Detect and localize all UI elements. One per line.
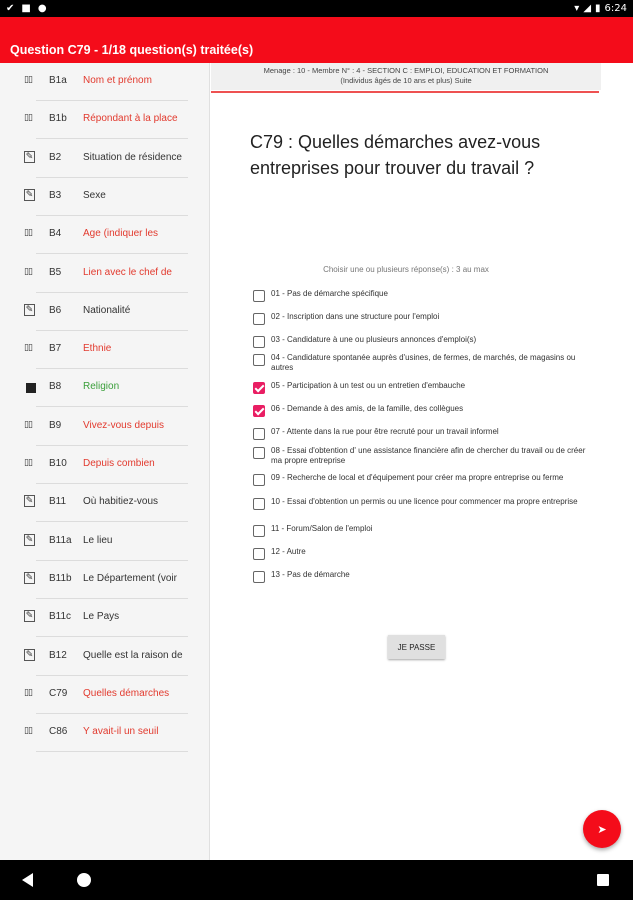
signal-icon: ◢	[583, 3, 592, 14]
sidebar-item-code: B1a	[49, 75, 67, 86]
recent-apps-icon[interactable]	[597, 874, 609, 886]
section-header-line1: Menage : 10 - Membre N° : 4 - SECTION C : EMPLOI, EDUCATION ET FORMATION	[263, 66, 549, 75]
status-bar	[0, 0, 633, 17]
book-icon: ▯▯	[24, 113, 32, 124]
sidebar-item-b1b[interactable]	[0, 101, 210, 139]
page-title: Question C79 - 1/18 question(s) traitée(s)	[10, 43, 254, 57]
sidebar-item-b8[interactable]	[0, 369, 210, 407]
sidebar-item-label: Y avait-il un seuil	[83, 726, 159, 738]
sidebar-item-b5[interactable]	[0, 255, 210, 293]
edit-icon: ✎	[25, 534, 34, 545]
edit-icon: ✎	[25, 572, 34, 583]
sidebar-item-b10[interactable]	[0, 446, 210, 484]
answer-checkbox[interactable]	[253, 525, 265, 537]
answer-checkbox[interactable]	[253, 498, 265, 510]
sidebar-item-label: Vivez-vous depuis	[83, 419, 164, 431]
divider	[36, 751, 188, 752]
save-icon	[26, 383, 36, 393]
sidebar-item-label: Le lieu	[83, 534, 113, 546]
sidebar-item-code: B5	[49, 266, 62, 278]
sidebar-item-b1a[interactable]	[0, 63, 210, 101]
sidebar-item-b2[interactable]	[0, 140, 210, 178]
answer-checkbox[interactable]	[253, 336, 265, 348]
answer-option-label: 05 - Participation à un test ou un entretien d'embauche	[271, 381, 466, 390]
answer-checkbox[interactable]	[253, 354, 265, 366]
sidebar-item-code: C86	[49, 726, 68, 738]
next-icon: ➤	[597, 823, 607, 836]
sidebar-item-label: Quelle est la raison de	[83, 649, 183, 661]
answer-option-label: 02 - Inscription dans une structure pour l'emploi	[271, 312, 440, 321]
sidebar-item-b11c[interactable]	[0, 599, 210, 637]
sidebar-item-label: Lien avec le chef de	[83, 266, 172, 278]
section-header-line2: (Individus âgés de 10 ans et plus) Suite	[340, 76, 472, 85]
sidebar-item-label: Age (indiquer les	[83, 228, 159, 240]
sidebar-item-code: B11a	[49, 534, 72, 546]
section-header	[211, 63, 601, 90]
answer-checkbox[interactable]	[253, 382, 265, 394]
answer-option-label: 12 - Autre	[271, 547, 306, 556]
wifi-icon: ▾	[574, 3, 580, 14]
sidebar-item-label: Ethnie	[83, 343, 112, 355]
sidebar-item-code: B2	[49, 151, 62, 163]
answer-hint: Choisir une ou plusieurs réponse(s) : 3 au max	[323, 265, 489, 274]
sidebar-item-label: Nom et prénom	[83, 75, 152, 86]
sidebar-item-b12[interactable]	[0, 638, 210, 676]
navigation-bar	[0, 860, 633, 900]
pass-button[interactable]: JE PASSE	[388, 635, 445, 659]
sidebar-item-code: B11b	[49, 572, 72, 584]
sidebar-item-code: B12	[49, 649, 67, 661]
answer-option-label: 03 - Candidature à une ou plusieurs annonces d'emploi(s)	[271, 335, 477, 344]
answer-option-label: 04 - Candidature spontanée auprès d'usines, de fermes, de marchés, de magasins ou autres	[271, 353, 576, 372]
sidebar-item-code: B7	[49, 343, 62, 355]
answer-option-label: 09 - Recherche de local et d'équipement pour créer ma propre entreprise ou ferme	[271, 473, 564, 482]
sidebar-item-code: B8	[49, 381, 62, 393]
home-icon[interactable]	[77, 873, 91, 887]
answer-checkbox[interactable]	[253, 548, 265, 560]
answer-checkbox[interactable]	[253, 571, 265, 583]
sidebar-item-label: Le Pays	[83, 611, 120, 623]
book-icon: ▯▯	[24, 419, 32, 430]
answer-option-label: 08 - Essai d'obtention d' une assistance financière afin de chercher du travail ou de créer ma propre entreprise	[271, 446, 586, 465]
next-fab-button[interactable]	[583, 810, 621, 848]
sidebar-item-label: Répondant à la place	[83, 113, 178, 125]
sidebar-item-label: Depuis combien	[83, 458, 155, 469]
sidebar	[0, 63, 210, 860]
battery-icon: ▮	[595, 3, 601, 14]
answer-checkbox[interactable]	[253, 447, 265, 459]
sidebar-item-label: Religion	[83, 381, 120, 393]
app-bar	[0, 17, 633, 63]
answer-checkbox[interactable]	[253, 474, 265, 486]
sidebar-item-b11b[interactable]	[0, 561, 210, 599]
sidebar-item-label: Situation de résidence	[83, 151, 182, 163]
answer-option-label: 11 - Forum/Salon de l'emploi	[271, 524, 373, 533]
sidebar-item-code: B11c	[49, 611, 72, 623]
sidebar-item-code: B1b	[49, 113, 67, 125]
book-icon: ▯▯	[24, 726, 32, 737]
sidebar-item-b11[interactable]	[0, 484, 210, 522]
sidebar-item-b7[interactable]	[0, 331, 210, 369]
book-icon: ▯▯	[24, 228, 32, 239]
book-icon: ▯▯	[24, 343, 32, 354]
sidebar-item-code: C79	[49, 687, 68, 699]
sidebar-item-code: B9	[49, 419, 62, 431]
sidebar-item-code: B11	[49, 496, 67, 508]
sidebar-item-c86[interactable]	[0, 714, 210, 752]
sidebar-item-code: B3	[49, 189, 62, 201]
sidebar-item-b4[interactable]	[0, 216, 210, 254]
sidebar-item-b6[interactable]	[0, 293, 210, 331]
edit-icon: ✎	[25, 151, 34, 162]
answer-option-label: 06 - Demande à des amis, de la famille, des collègues	[271, 404, 464, 413]
edit-icon: ✎	[25, 649, 34, 660]
answer-option-label: 01 - Pas de démarche spécifique	[271, 289, 388, 298]
book-icon: ▯▯	[24, 75, 32, 85]
answer-checkbox[interactable]	[253, 313, 265, 325]
sidebar-item-label: Où habitiez-vous	[83, 496, 159, 508]
sidebar-item-code: B4	[49, 228, 62, 240]
sidebar-item-label: Sexe	[83, 189, 106, 201]
status-time: 6:24	[604, 3, 627, 14]
book-icon: ▯▯	[24, 458, 32, 468]
warning-icon: ✔	[6, 3, 15, 14]
notification-icon: ■	[21, 3, 31, 14]
book-icon: ▯▯	[24, 266, 32, 277]
edit-icon: ✎	[25, 189, 34, 200]
answer-checkbox[interactable]	[253, 405, 265, 417]
sidebar-item-code: B10	[49, 458, 67, 469]
sidebar-item-b11a[interactable]	[0, 523, 210, 561]
sidebar-item-label: Le Département (voir	[83, 572, 177, 584]
sidebar-item-label: Nationalité	[83, 304, 131, 316]
answer-checkbox[interactable]	[253, 428, 265, 440]
sidebar-item-label: Quelles démarches	[83, 687, 170, 699]
question-title: C79 : Quelles démarches avez-vous entreprises pour trouver du travail ?	[250, 132, 541, 178]
edit-icon: ✎	[25, 496, 34, 507]
main-panel	[211, 63, 633, 860]
edit-icon: ✎	[25, 304, 34, 315]
sidebar-item-b3[interactable]	[0, 178, 210, 216]
answer-option-label: 07 - Attente dans la rue pour être recruté pour un travail informel	[271, 427, 499, 436]
sidebar-item-b9[interactable]	[0, 408, 210, 446]
edit-icon: ✎	[25, 611, 34, 622]
answer-option-label: 13 - Pas de démarche	[271, 570, 350, 579]
sidebar-item-code: B6	[49, 304, 62, 316]
sidebar-item-c79[interactable]	[0, 676, 210, 714]
book-icon: ▯▯	[24, 687, 32, 698]
answer-option-label: 10 - Essai d'obtention un permis ou une licence pour commencer ma propre entreprise	[271, 497, 578, 506]
header-divider	[211, 91, 599, 93]
sync-icon: ●	[37, 3, 47, 14]
back-icon[interactable]	[22, 873, 33, 887]
answer-checkbox[interactable]	[253, 290, 265, 302]
